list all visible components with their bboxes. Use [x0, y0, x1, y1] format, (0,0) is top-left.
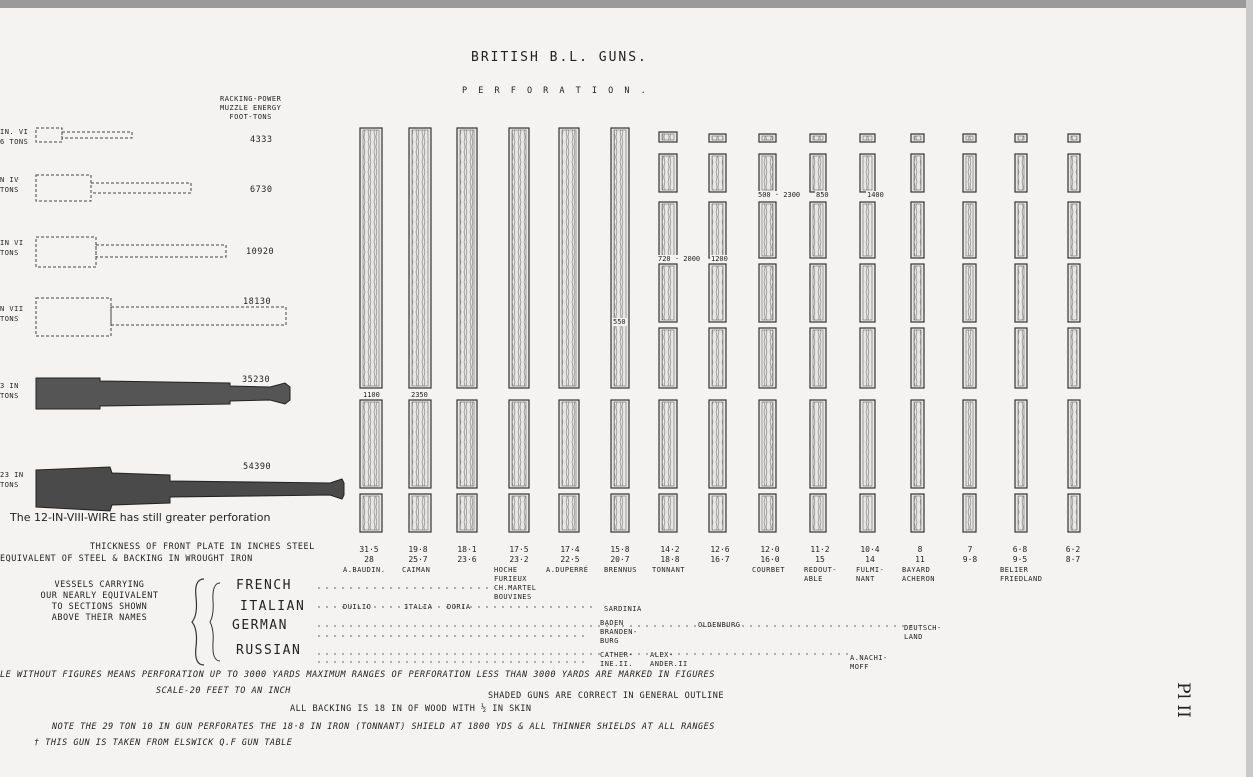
plate-wood-grain — [1071, 156, 1077, 190]
plate-wood-grain — [460, 130, 474, 386]
plate-wood-grain — [712, 156, 723, 190]
iron-equivalent: 25·7 — [408, 555, 428, 564]
ship-brennus: BRENNUS — [604, 566, 638, 574]
plate-wood-grain — [662, 496, 674, 530]
plate-wood-grain — [762, 266, 773, 320]
perf-mark-8: 1200 — [711, 255, 728, 263]
ship-hoche-group: HOCHE FURIEUX CH.MARTEL BOUVINES — [494, 566, 537, 601]
iron-equivalent: 18·8 — [660, 555, 680, 564]
plate-wood-grain — [966, 136, 973, 140]
column-thickness-5 — [550, 545, 590, 565]
ship-nachimoff: A.NACHI- MOFF — [850, 654, 888, 671]
steel-thickness: 12·0 — [760, 545, 780, 554]
plate-wood-grain — [966, 330, 973, 386]
steel-thickness: 31·5 — [359, 545, 379, 554]
scan-top-edge — [0, 0, 1253, 8]
plate-wood-grain — [1018, 156, 1024, 190]
plate-wood-grain — [813, 266, 823, 320]
plate-wood-grain — [1018, 136, 1024, 140]
gun-label-5: 3 IN TONS — [0, 382, 19, 400]
column-thickness-15 — [1053, 545, 1093, 565]
gun-energy-5: 35230 — [242, 375, 271, 385]
ship-baden-brandenburg: BADEN BRANDEN- BURG — [600, 619, 638, 645]
thickness-caption-2: EQUIVALENT OF STEEL & BACKING IN WROUGHT IRON — [0, 554, 253, 564]
iron-equivalent: 23·6 — [457, 555, 477, 564]
plate-wood-grain — [863, 496, 872, 530]
plate-wood-grain — [813, 402, 823, 486]
plate-wood-grain — [460, 496, 474, 530]
plate-wood-grain — [614, 130, 626, 386]
plate-wood-grain — [460, 402, 474, 486]
perf-mark-1: 1100 — [363, 391, 380, 399]
steel-thickness: 19·8 — [408, 545, 428, 554]
plate-wood-grain — [863, 204, 872, 256]
steel-thickness: 14·2 — [660, 545, 680, 554]
iron-equivalent: 28 — [364, 555, 374, 564]
plate-wood-grain — [813, 496, 823, 530]
column-thickness-4 — [499, 545, 539, 565]
iron-equivalent: 9·8 — [962, 555, 978, 564]
gun-energy-4: 18130 — [243, 297, 272, 307]
plate-wood-grain — [966, 204, 973, 256]
steel-thickness: 12·6 — [710, 545, 730, 554]
ship-catherine: CATHER- INE.II. — [600, 651, 634, 668]
plate-wood-grain — [966, 496, 973, 530]
plate-wood-grain — [1018, 330, 1024, 386]
plate-wood-grain — [863, 266, 872, 320]
plate-wood-grain — [1071, 496, 1077, 530]
gun-label-3: IN VI TONS — [0, 239, 24, 257]
plate-wood-grain — [813, 204, 823, 256]
gun-label-1: IN. VI 6 TONS — [0, 128, 29, 146]
navy-italian: ITALIAN — [240, 599, 306, 614]
column-thickness-3 — [447, 545, 487, 565]
plate-wood-grain — [712, 496, 723, 530]
iron-equivalent: 9·5 — [1012, 555, 1028, 564]
plate-wood-grain — [363, 402, 379, 486]
ship-caiman: CAIMAN — [402, 566, 431, 574]
ship-fulminant: FULMI-NANT — [856, 566, 885, 583]
ship-alexander: ALEX- ANDER.II — [650, 651, 688, 668]
plate-wood-grain — [914, 266, 921, 320]
column-thickness-6 — [600, 545, 640, 565]
plate-wood-grain — [412, 130, 428, 386]
column-thickness-7 — [650, 545, 690, 565]
ship-doria: DORIA — [447, 603, 471, 611]
thickness-caption-1: THICKNESS OF FRONT PLATE IN INCHES STEEL — [90, 542, 315, 552]
plate-wood-grain — [813, 330, 823, 386]
perforation-columns — [355, 122, 1095, 542]
ship-italia: ITALIA — [404, 603, 433, 611]
iron-equivalent: 11 — [915, 555, 925, 564]
plate-wood-grain — [1071, 266, 1077, 320]
iron-equivalent: 15 — [815, 555, 825, 564]
plate-wood-grain — [712, 204, 723, 256]
plate-wood-grain — [412, 402, 428, 486]
footer-perforation-note: LE WITHOUT FIGURES MEANS PERFORATION UP TO 3000 YARDS MAXIMUM RANGES OF PERFORATION LESS THAN 3000 YARDS ARE MARKED IN FIGURES — [0, 670, 715, 680]
plate-number: Pl II — [1172, 682, 1193, 718]
plate-wood-grain — [762, 330, 773, 386]
steel-thickness: 6·8 — [1012, 545, 1028, 554]
plate-wood-grain — [712, 330, 723, 386]
iron-equivalent: 20·7 — [610, 555, 630, 564]
ship-redoutable: REDOUT-ABLE — [804, 566, 838, 583]
ship-tonnant: TONNANT — [652, 566, 686, 574]
plate-wood-grain — [512, 402, 526, 486]
iron-equivalent: 8·7 — [1065, 555, 1081, 564]
vessels-caption: VESSELS CARRYING OUR NEARLY EQUIVALENT TO SECTIONS SHOWN ABOVE THEIR NAMES — [40, 580, 159, 623]
navy-russian: RUSSIAN — [236, 643, 302, 658]
plate-wood-grain — [1071, 402, 1077, 486]
wire-gun-note: The 12-IN-VIII-WIRE has still greater perforation — [10, 511, 271, 524]
footer-scale: SCALE-20 FEET TO AN INCH — [156, 686, 291, 696]
scan-right-edge — [1246, 0, 1253, 777]
plate-wood-grain — [662, 134, 674, 140]
navy-german: GERMAN — [232, 618, 288, 633]
plate-wood-grain — [562, 402, 576, 486]
plate-wood-grain — [662, 156, 674, 190]
gun-label-2: N IV TONS — [0, 176, 19, 194]
column-thickness-9 — [750, 545, 790, 565]
steel-thickness: 17·5 — [509, 545, 529, 554]
ship-bayard: BAYARD ACHERON — [902, 566, 936, 583]
plate-wood-grain — [914, 496, 921, 530]
iron-equivalent: 23·2 — [509, 555, 529, 564]
perf-mark-10: 850 — [816, 191, 829, 199]
plate-wood-grain — [813, 156, 823, 190]
brace — [190, 575, 230, 670]
plate-wood-grain — [914, 330, 921, 386]
steel-thickness: 10·4 — [860, 545, 880, 554]
column-thickness-1 — [349, 545, 389, 565]
plate-wood-grain — [1018, 266, 1024, 320]
gun-energy-1: 4333 — [250, 135, 273, 145]
perf-mark-7: 720 · 2000 — [658, 255, 701, 263]
plate-wood-grain — [966, 266, 973, 320]
perf-mark-6: 550 — [613, 318, 626, 326]
plate-wood-grain — [863, 136, 872, 140]
gun-energy-2: 6730 — [250, 185, 273, 195]
steel-thickness: 7 — [967, 545, 973, 554]
plate-wood-grain — [363, 496, 379, 530]
energy-heading: RACKING-POWER MUZZLE ENERGY FOOT-TONS — [220, 95, 282, 121]
iron-equivalent: 16·0 — [760, 555, 780, 564]
plate-wood-grain — [614, 496, 626, 530]
footer-backing: ALL BACKING IS 18 IN OF WOOD WITH ½ IN SKIN — [290, 704, 532, 714]
navy-french: FRENCH — [236, 578, 292, 593]
page-title: BRITISH B.L. GUNS. — [471, 50, 648, 65]
column-thickness-10 — [800, 545, 840, 565]
plate-wood-grain — [662, 266, 674, 320]
iron-equivalent: 16·7 — [710, 555, 730, 564]
plate-wood-grain — [512, 130, 526, 386]
plate-wood-grain — [1071, 136, 1077, 140]
gun-label-6: 23 IN TONS — [0, 471, 24, 489]
plate-wood-grain — [363, 130, 379, 386]
plate-wood-grain — [966, 156, 973, 190]
column-thickness-14 — [1000, 545, 1040, 565]
plate-wood-grain — [863, 330, 872, 386]
steel-thickness: 8 — [917, 545, 923, 554]
plate-wood-grain — [813, 136, 823, 140]
plate-wood-grain — [662, 204, 674, 256]
plate-wood-grain — [712, 402, 723, 486]
plate-wood-grain — [914, 204, 921, 256]
plate-wood-grain — [712, 266, 723, 320]
plate-wood-grain — [1071, 204, 1077, 256]
iron-equivalent: 22·5 — [560, 555, 580, 564]
plate-wood-grain — [1018, 496, 1024, 530]
plate-wood-grain — [1018, 402, 1024, 486]
plate-wood-grain — [863, 402, 872, 486]
steel-thickness: 11·2 — [810, 545, 830, 554]
plate-wood-grain — [412, 496, 428, 530]
plate-wood-grain — [914, 156, 921, 190]
ship-belier: BELIER FRIEDLAND — [1000, 566, 1043, 583]
perf-mark-9: 500 · 2300 — [758, 191, 801, 199]
steel-thickness: 17·4 — [560, 545, 580, 554]
plate-wood-grain — [562, 130, 576, 386]
gun-drawings — [0, 115, 350, 515]
plate-wood-grain — [614, 402, 626, 486]
iron-equivalent: 14 — [865, 555, 875, 564]
ship-sardinia: SARDINIA — [604, 605, 642, 613]
column-thickness-8 — [700, 545, 740, 565]
column-thickness-12 — [900, 545, 940, 565]
plate-wood-grain — [762, 156, 773, 190]
gun-energy-6: 54390 — [243, 462, 272, 472]
steel-thickness: 6·2 — [1065, 545, 1081, 554]
plate-wood-grain — [712, 136, 723, 140]
plate-wood-grain — [662, 402, 674, 486]
ship-deutschland: DEUTSCH- LAND — [904, 624, 942, 641]
plate-wood-grain — [562, 496, 576, 530]
plate-wood-grain — [762, 204, 773, 256]
plate-wood-grain — [1018, 204, 1024, 256]
footer-dagger-note: † THIS GUN IS TAKEN FROM ELSWICK Q.F GUN TABLE — [34, 738, 293, 748]
plate-wood-grain — [662, 330, 674, 386]
page-subtitle: P E R F O R A T I O N . — [462, 86, 649, 96]
column-thickness-2 — [398, 545, 438, 565]
gun-label-4: N VII TONS — [0, 305, 24, 323]
ship-duperre: A.DUPERRÉ — [546, 566, 589, 574]
plate-wood-grain — [863, 156, 872, 190]
gun-energy-3: 10920 — [246, 247, 275, 257]
plate-wood-grain — [966, 402, 973, 486]
steel-thickness: 15·8 — [610, 545, 630, 554]
plate-wood-grain — [914, 402, 921, 486]
plate-wood-grain — [914, 136, 921, 140]
plate-wood-grain — [1071, 330, 1077, 386]
footer-shaded: SHADED GUNS ARE CORRECT IN GENERAL OUTLINE — [488, 691, 724, 701]
plate-wood-grain — [512, 496, 526, 530]
plate-wood-grain — [762, 402, 773, 486]
ship-baudin: A.BAUDIN. — [343, 566, 386, 574]
perf-mark-2: 2350 — [411, 391, 428, 399]
column-thickness-13 — [950, 545, 990, 565]
footer-note: NOTE THE 29 TON 10 IN GUN PERFORATES THE 18·8 IN IRON (TONNANT) SHIELD AT 1800 YDS & ALL THINNER SHIELDS AT ALL RANGES — [52, 722, 715, 732]
plate-wood-grain — [762, 136, 773, 140]
plate-wood-grain — [762, 496, 773, 530]
ship-courbet: COURBET — [752, 566, 786, 574]
ship-oldenburg: OLDENBURG — [698, 621, 741, 629]
perf-mark-11: 1400 — [867, 191, 884, 199]
ship-duilio: DUILIO — [343, 603, 372, 611]
steel-thickness: 18·1 — [457, 545, 477, 554]
column-thickness-11 — [850, 545, 890, 565]
